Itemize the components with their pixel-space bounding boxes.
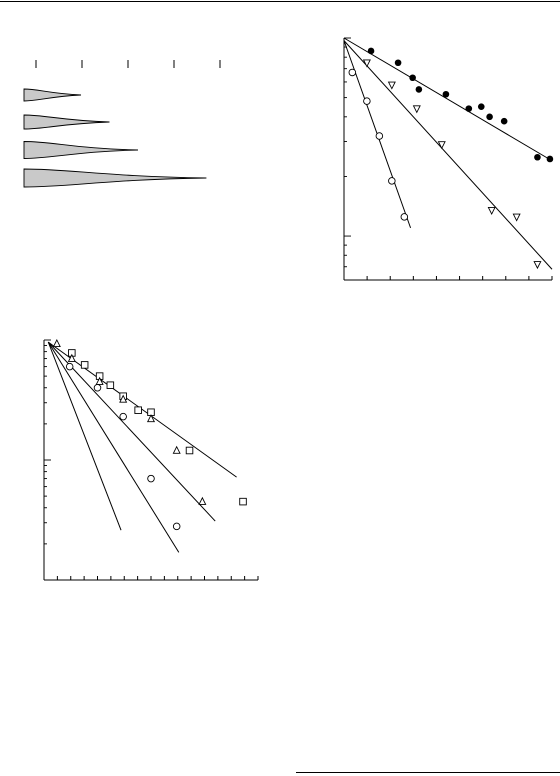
data-point [173,447,180,454]
fit-line [48,342,121,530]
data-point [148,475,155,482]
data-point [173,523,180,530]
data-point [186,447,193,454]
fit-line [48,342,179,552]
data-point [94,384,101,391]
data-point [66,363,73,370]
data-point [199,498,206,505]
data-point [120,413,127,420]
data-point [148,415,155,422]
data-point [107,382,114,389]
data-point [240,498,247,505]
fit-line [48,342,215,521]
fit-line [48,342,236,477]
data-point [81,362,88,369]
data-point [135,407,142,414]
data-point [54,340,61,347]
